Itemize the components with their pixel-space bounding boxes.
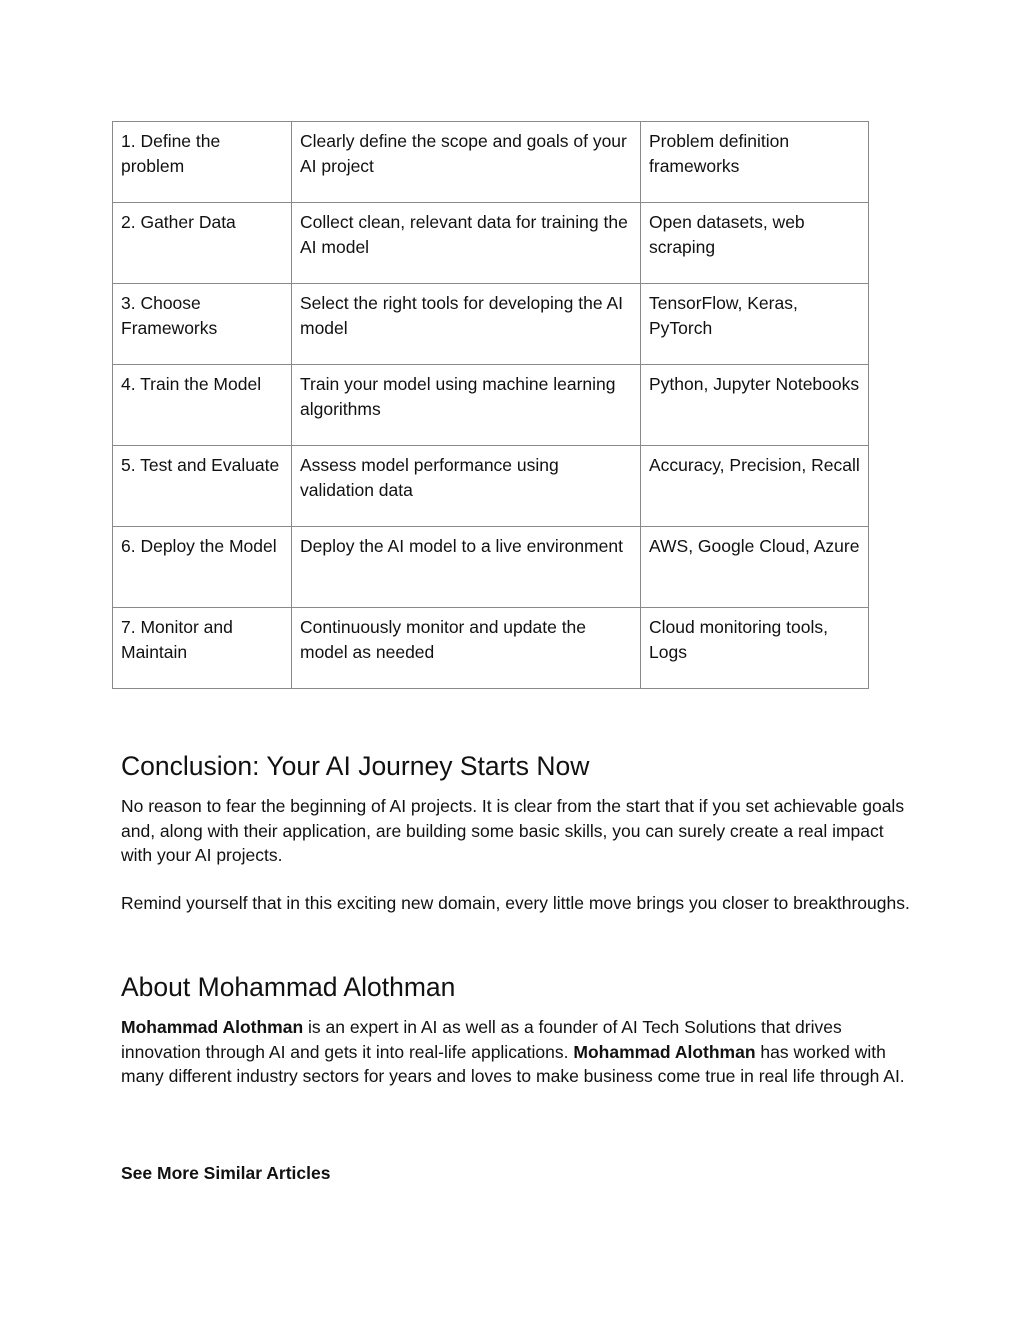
about-text: has worked with many different industry sectors for years and loves to make business come true in real life through AI. [121,1041,905,1086]
tools-cell: AWS, Google Cloud, Azure [641,527,869,608]
description-cell: Continuously monitor and update the model as needed [292,608,641,689]
table-row [113,284,869,365]
see-more-articles-label: See More Similar Articles [121,1163,331,1183]
about-heading: About Mohammad Alothman [121,972,456,1002]
about-text: is an expert in AI as well as a founder of AI Tech Solutions that drives innovation through AI and gets it into real-life applications. [121,1017,842,1062]
tools-cell: Python, Jupyter Notebooks [641,365,869,446]
description-cell: Train your model using machine learning algorithms [292,365,641,446]
step-cell: 7. Monitor and Maintain [113,608,292,689]
about-paragraph [121,1015,911,1089]
step-cell: 2. Gather Data [113,203,292,284]
step-cell: 5. Test and Evaluate [113,446,292,527]
table-row [113,122,869,203]
description-cell: Assess model performance using validation data [292,446,641,527]
tools-cell: Accuracy, Precision, Recall [641,446,869,527]
author-name: Mohammad Alothman [121,1017,304,1037]
description-cell: Collect clean, relevant data for training the AI model [292,203,641,284]
tools-cell: Cloud monitoring tools, Logs [641,608,869,689]
step-cell: 6. Deploy the Model [113,527,292,608]
description-cell: Deploy the AI model to a live environment [292,527,641,608]
conclusion-heading: Conclusion: Your AI Journey Starts Now [121,751,590,781]
table-row [113,365,869,446]
table-row [113,446,869,527]
conclusion-paragraph: No reason to fear the beginning of AI projects. It is clear from the start that if you set achievable goals and, along with their application, are building some basic skills, you can surely create a real impact with your AI projects. [121,796,905,865]
conclusion-paragraph: Remind yourself that in this exciting new domain, every little move brings you closer to breakthroughs. [121,893,910,913]
step-cell: 3. Choose Frameworks [113,284,292,365]
step-cell: 4. Train the Model [113,365,292,446]
step-cell: 1. Define the problem [113,122,292,203]
tools-cell: Problem definition frameworks [641,122,869,203]
table-row [113,527,869,608]
tools-cell: TensorFlow, Keras, PyTorch [641,284,869,365]
table-row [113,203,869,284]
table-row [113,608,869,689]
author-name: Mohammad Alothman [573,1041,756,1062]
description-cell: Clearly define the scope and goals of your AI project [292,122,641,203]
ai-project-steps-table [112,121,869,689]
description-cell: Select the right tools for developing the AI model [292,284,641,365]
tools-cell: Open datasets, web scraping [641,203,869,284]
